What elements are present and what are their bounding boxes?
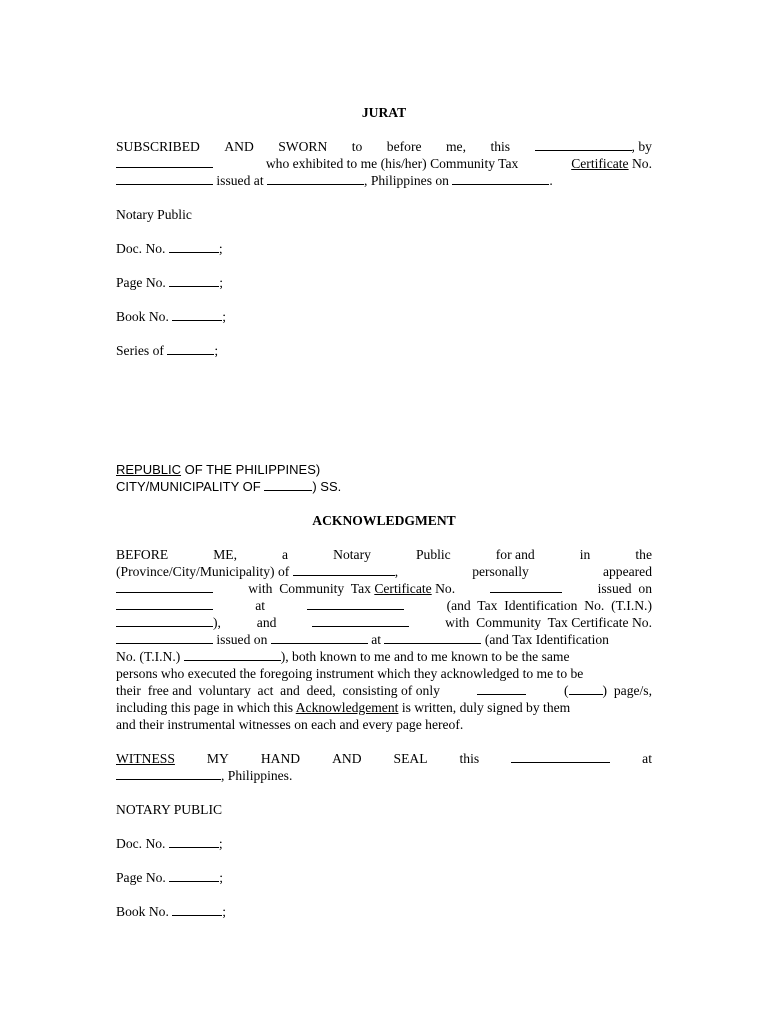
ack-text: No. bbox=[435, 581, 456, 596]
label: Page No. bbox=[116, 275, 166, 290]
acknowledgement-word: Acknowledgement bbox=[295, 700, 399, 715]
republic-word: REPUBLIC bbox=[116, 462, 182, 477]
ack-word: a bbox=[282, 547, 289, 562]
ack-line-5 bbox=[116, 614, 652, 631]
ack-line-11: and their instrumental witnesses on each and every page hereof. bbox=[116, 717, 464, 732]
ack-word: BEFORE bbox=[116, 547, 169, 562]
ack-line-9 bbox=[116, 682, 652, 699]
jurat-line-2 bbox=[116, 155, 652, 172]
label: Book No. bbox=[116, 309, 169, 324]
ctc-number-blank[interactable] bbox=[116, 172, 213, 185]
witness-line-2 bbox=[116, 767, 652, 784]
label: Doc. No. bbox=[116, 836, 166, 851]
ack-word: Notary bbox=[333, 547, 371, 562]
ack-text: appeared bbox=[602, 564, 652, 579]
jurat-text: issued at bbox=[216, 173, 264, 188]
jurat-notary-label: Notary Public bbox=[116, 207, 192, 222]
ack-line-2 bbox=[116, 563, 652, 580]
jurat-word: SWORN bbox=[278, 139, 328, 154]
venue-text: ) SS. bbox=[312, 479, 342, 494]
venue-text: CITY/MUNICIPALITY OF bbox=[116, 479, 261, 494]
ack-text: personally bbox=[472, 564, 529, 579]
ack-text: ), both known to me and to me known to be the same bbox=[280, 649, 570, 664]
ack-title: ACKNOWLEDGMENT bbox=[312, 513, 456, 528]
document-page bbox=[116, 104, 652, 920]
jurat-text: who exhibited to me (his/her) Community Tax bbox=[265, 156, 519, 171]
jurat-series-of bbox=[116, 342, 652, 359]
ack-text: (and Tax Identification bbox=[484, 632, 609, 647]
ack-line-8: persons who executed the foregoing instrument which they acknowledged to me to be bbox=[116, 666, 584, 681]
witness-text: this bbox=[459, 751, 480, 766]
ack-word: Public bbox=[415, 547, 451, 562]
ctc-1-place-blank[interactable] bbox=[307, 597, 404, 610]
city-blank[interactable] bbox=[264, 478, 312, 491]
jurat-word: before bbox=[386, 139, 422, 154]
ack-text: with Community Tax bbox=[248, 581, 371, 596]
ctc-1-blank[interactable] bbox=[490, 580, 562, 593]
jurat-title: JURAT bbox=[361, 105, 407, 120]
tin-1-blank[interactable] bbox=[116, 614, 213, 627]
venue-city bbox=[116, 478, 652, 495]
ack-book-no bbox=[116, 903, 652, 920]
ack-text: issued on bbox=[216, 632, 268, 647]
book-no-blank[interactable] bbox=[172, 903, 222, 916]
semicolon: ; bbox=[214, 343, 219, 358]
witness-text: at bbox=[642, 751, 652, 766]
jurat-page-no bbox=[116, 274, 652, 291]
jurat-text: , Philippines on bbox=[364, 173, 449, 188]
jurat-line-3 bbox=[116, 172, 652, 189]
ack-word: in bbox=[579, 547, 591, 562]
ack-text: ) page/s, bbox=[602, 683, 652, 698]
witness-text: HAND bbox=[260, 751, 301, 766]
ack-text: No. (T.I.N.) bbox=[116, 649, 181, 664]
ack-text: , bbox=[394, 564, 399, 579]
jurat-doc-no bbox=[116, 240, 652, 257]
date-blank[interactable] bbox=[535, 138, 632, 151]
issued-on-blank[interactable] bbox=[452, 172, 549, 185]
jurat-word: , by bbox=[631, 139, 652, 154]
semicolon: ; bbox=[218, 241, 223, 256]
jurat-word: SUBSCRIBED bbox=[116, 139, 200, 154]
ack-word: ME, bbox=[213, 547, 237, 562]
ctc-2-blank[interactable] bbox=[116, 631, 213, 644]
ack-text: with Community Tax Certificate No. bbox=[445, 615, 652, 630]
witness-place-blank[interactable] bbox=[116, 767, 221, 780]
ack-doc-no bbox=[116, 835, 652, 852]
ack-text: ), bbox=[213, 615, 221, 630]
ack-word: for and bbox=[495, 547, 535, 562]
semicolon: ; bbox=[222, 309, 227, 324]
name-blank[interactable] bbox=[116, 155, 213, 168]
ack-text: is written, duly signed by them bbox=[401, 700, 571, 715]
witness-text: MY bbox=[206, 751, 229, 766]
semicolon: ; bbox=[219, 870, 224, 885]
ack-text: at bbox=[371, 632, 382, 647]
ctc-1-date-blank[interactable] bbox=[116, 597, 213, 610]
ack-line-6 bbox=[116, 631, 652, 648]
ack-text: their free and voluntary act and deed, consisting of only bbox=[116, 683, 440, 698]
semicolon: ; bbox=[219, 275, 224, 290]
ack-text: including this page in which this bbox=[116, 700, 294, 715]
ack-line-4 bbox=[116, 597, 652, 614]
ack-text: at bbox=[255, 598, 266, 613]
ack-line-3 bbox=[116, 580, 652, 597]
page-no-blank[interactable] bbox=[169, 274, 219, 287]
jurat-word: to bbox=[351, 139, 363, 154]
witness-line-1 bbox=[116, 750, 652, 767]
appearer-1-blank[interactable] bbox=[116, 580, 213, 593]
page-count-number-blank[interactable] bbox=[569, 682, 603, 695]
venue-republic bbox=[116, 461, 652, 478]
ack-word: the bbox=[635, 547, 652, 562]
jurat-word: this bbox=[490, 139, 511, 154]
label: Page No. bbox=[116, 870, 166, 885]
semicolon: ; bbox=[218, 836, 223, 851]
label: Series of bbox=[116, 343, 164, 358]
jurat-word: me, bbox=[445, 139, 466, 154]
certificate-word: Certificate bbox=[571, 156, 629, 171]
jurat-word: AND bbox=[224, 139, 254, 154]
ack-line-10 bbox=[116, 699, 652, 716]
ack-page-no bbox=[116, 869, 652, 886]
witness-text: , Philippines. bbox=[221, 768, 293, 783]
witness-text: AND bbox=[332, 751, 362, 766]
ack-line-7 bbox=[116, 648, 652, 665]
book-no-blank[interactable] bbox=[172, 308, 222, 321]
doc-no-blank[interactable] bbox=[169, 240, 219, 253]
ack-line-1 bbox=[116, 546, 652, 563]
ack-text: (Province/City/Municipality) of bbox=[116, 564, 290, 579]
ctc-2-date-blank[interactable] bbox=[271, 631, 368, 644]
label: Book No. bbox=[116, 904, 169, 919]
jurat-text: . bbox=[549, 173, 553, 188]
venue-text: OF THE PHILIPPINES) bbox=[181, 462, 321, 477]
series-blank[interactable] bbox=[167, 342, 214, 355]
appearer-2-blank[interactable] bbox=[312, 614, 409, 627]
doc-no-blank[interactable] bbox=[169, 835, 219, 848]
issued-at-blank[interactable] bbox=[267, 172, 364, 185]
province-blank[interactable] bbox=[293, 563, 395, 576]
ack-text: and bbox=[256, 615, 277, 630]
jurat-text: No. bbox=[631, 156, 652, 171]
certificate-word: Certificate bbox=[374, 581, 432, 596]
page-no-blank[interactable] bbox=[169, 869, 219, 882]
label: Doc. No. bbox=[116, 241, 166, 256]
ack-text: ( bbox=[564, 683, 569, 698]
ack-text: (and Tax Identification No. (T.I.N.) bbox=[446, 598, 652, 613]
witness-text: SEAL bbox=[393, 751, 428, 766]
page-count-words-blank[interactable] bbox=[477, 682, 526, 695]
ctc-2-place-blank[interactable] bbox=[384, 631, 481, 644]
tin-2-blank[interactable] bbox=[184, 648, 281, 661]
semicolon: ; bbox=[222, 904, 227, 919]
ack-notary-label: NOTARY PUBLIC bbox=[116, 802, 223, 817]
witness-word: WITNESS bbox=[116, 751, 175, 766]
jurat-book-no bbox=[116, 308, 652, 325]
ack-text: issued on bbox=[597, 581, 652, 596]
witness-date-blank[interactable] bbox=[511, 750, 610, 763]
jurat-line-1 bbox=[116, 138, 652, 155]
